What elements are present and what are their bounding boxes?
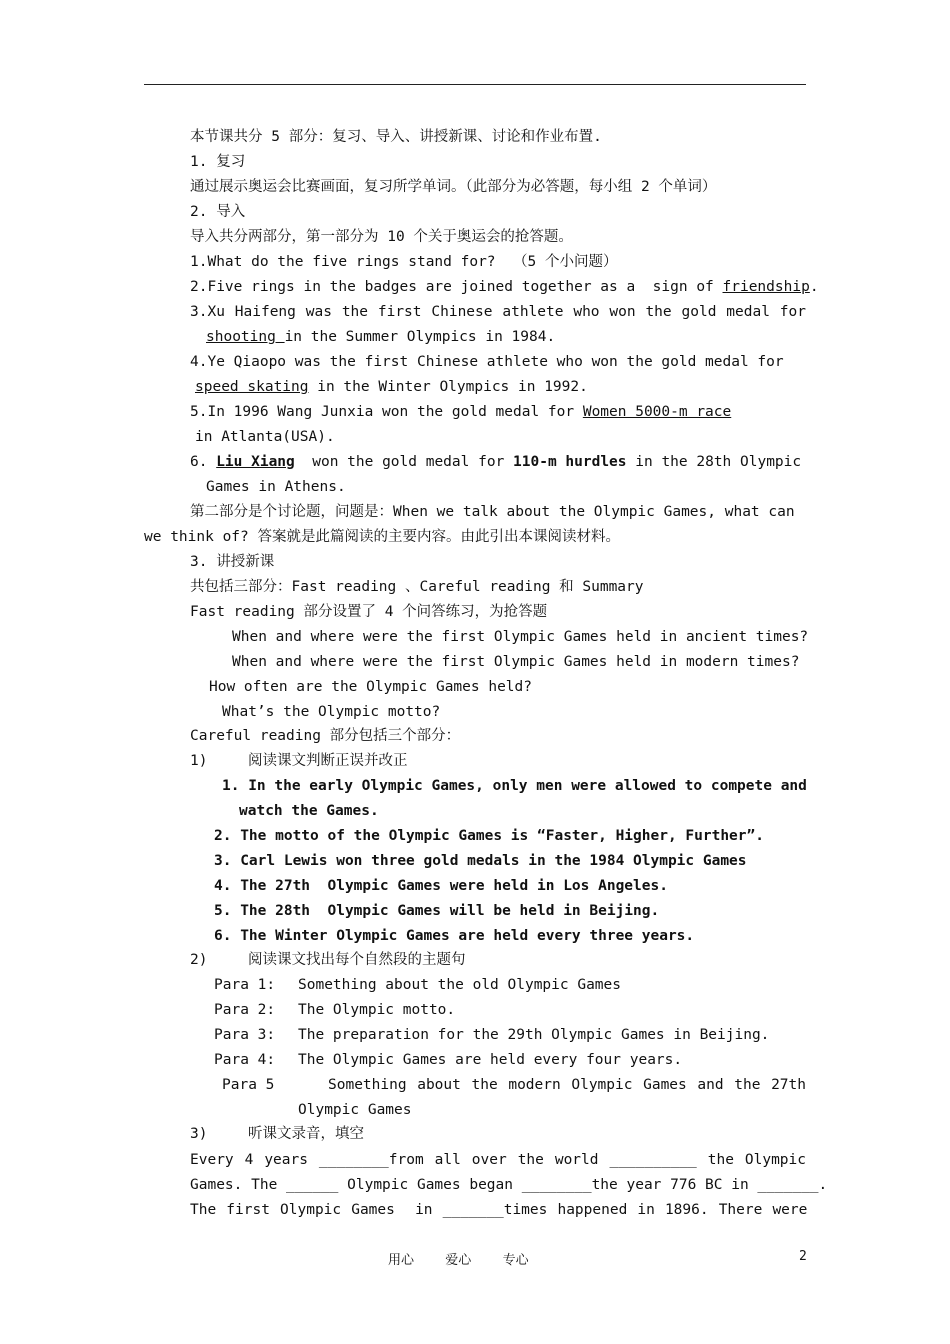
quiz-answer-6: Liu Xiang xyxy=(216,454,295,470)
sub-1-title: 阅读课文判断正误并改正 xyxy=(248,753,408,769)
tf-item-6: 6. The Winter Olympic Games are held every three years. xyxy=(214,928,695,944)
new-lesson-parts: 共包括三部分：Fast reading 、Careful reading 和 Summary xyxy=(190,579,644,595)
discussion-line-1: 第二部分是个讨论题，问题是：When we talk about the Olympic Games, what can xyxy=(190,504,795,520)
tf-item-4: 4. The 27th Olympic Games were held in Los Angeles. xyxy=(214,878,668,894)
quiz-question-3-rest: in the Summer Olympics in 1984. xyxy=(284,329,556,345)
overview-line: 本节课共分 5 部分：复习、导入、讲授新课、讨论和作业布置. xyxy=(190,129,602,145)
tf-item-2: 2. The motto of the Olympic Games is “Faster, Higher, Further”. xyxy=(214,828,764,844)
para-2-text: The Olympic motto. xyxy=(298,1002,456,1018)
quiz-question-3 xyxy=(190,302,806,322)
para-5-text xyxy=(328,1075,806,1095)
quiz-question-4-rest: in the Winter Olympics in 1992. xyxy=(308,379,588,395)
fast-question-3: How often are the Olympic Games held? xyxy=(209,679,533,695)
discussion-line-2: we think of? 答案就是此篇阅读的主要内容。由此引出本课阅读材料。 xyxy=(144,529,620,545)
sub-1-number: 1) xyxy=(190,753,208,769)
para-5-label: Para 5 xyxy=(222,1077,275,1093)
quiz-question-4-cont xyxy=(195,377,588,397)
para-3-label: Para 3: xyxy=(214,1027,276,1043)
para-1-label: Para 1: xyxy=(214,977,276,993)
tf-item-1-cont: watch the Games. xyxy=(239,803,379,819)
sub-2-title: 阅读课文找出每个自然段的主题句 xyxy=(248,952,466,968)
fast-question-1: When and where were the first Olympic Games held in ancient times? xyxy=(232,629,809,645)
section-review-text: 通过展示奥运会比赛画面，复习所学单词。（此部分为必答题，每小组 2 个单词） xyxy=(190,179,717,195)
footer-motto: 用心 爱心 专心 xyxy=(388,1253,529,1268)
fill-blank-line-2 xyxy=(190,1175,828,1195)
fill-blank-text-1: Every 4 years ________from all over the world __________ the Olympic xyxy=(190,1152,806,1168)
para-5-text-cont: Olympic Games xyxy=(298,1102,412,1118)
tf-item-5: 5. The 28th Olympic Games will be held in Beijing. xyxy=(214,903,660,919)
quiz-answer-2: friendship xyxy=(722,279,810,295)
fast-reading-intro: Fast reading 部分设置了 4 个问答练习，为抢答题 xyxy=(190,604,548,620)
para-4-text: The Olympic Games are held every four years. xyxy=(298,1052,683,1068)
sub-2-number: 2) xyxy=(190,952,208,968)
page-number: 2 xyxy=(799,1249,807,1264)
quiz-question-6-num: 6. xyxy=(190,454,217,470)
quiz-question-3-cont xyxy=(206,327,555,347)
quiz-question-6-end: in the 28th Olympic xyxy=(626,454,802,470)
section-lead-in-text: 导入共分两部分，第一部分为 10 个关于奥运会的抢答题。 xyxy=(190,229,573,245)
careful-reading-intro: Careful reading 部分包括三个部分： xyxy=(190,728,461,744)
quiz-question-1: 1.What do the five rings stand for? （5 个小问题） xyxy=(190,254,618,270)
quiz-question-3-text: 3.Xu Haifeng was the first Chinese athlete who won the gold medal for xyxy=(190,304,806,320)
section-lead-in-title: 2. 导入 xyxy=(190,204,246,220)
fast-question-2: When and where were the first Olympic Games held in modern times? xyxy=(232,654,800,670)
tf-item-3: 3. Carl Lewis won three gold medals in the 1984 Olympic Games xyxy=(214,853,747,869)
fill-blank-line-1 xyxy=(190,1150,806,1170)
fill-blank-text-2: Games. The ______ Olympic Games began ________the year 776 BC in _______. xyxy=(190,1177,828,1193)
para-4-label: Para 4: xyxy=(214,1052,276,1068)
quiz-answer-3: shooting xyxy=(206,329,285,345)
quiz-event-6: 110-m hurdles xyxy=(513,454,627,470)
quiz-question-2-end: . xyxy=(809,279,819,295)
quiz-answer-5: Women 5000-m race xyxy=(582,404,732,420)
para-2-label: Para 2: xyxy=(214,1002,276,1018)
quiz-question-6-cont: Games in Athens. xyxy=(206,479,346,495)
fill-blank-line-3 xyxy=(190,1200,806,1220)
para-1-text: Something about the old Olympic Games xyxy=(298,977,622,993)
quiz-question-4: 4.Ye Qiaopo was the first Chinese athlete who won the gold medal for xyxy=(190,354,784,370)
header-rule xyxy=(144,84,806,85)
quiz-question-5 xyxy=(190,402,731,422)
quiz-question-6-mid: won the gold medal for xyxy=(294,454,514,470)
quiz-question-5-text: 5.In 1996 Wang Junxia won the gold medal for xyxy=(190,404,583,420)
fast-question-4: What’s the Olympic motto? xyxy=(222,704,441,720)
tf-item-1: 1. In the early Olympic Games, only men were allowed to compete and xyxy=(222,778,807,794)
para-3-text: The preparation for the 29th Olympic Games in Beijing. xyxy=(298,1027,770,1043)
para-5-text-line: Something about the modern Olympic Games and the 27th xyxy=(328,1077,806,1093)
sub-3-title: 听课文录音，填空 xyxy=(248,1126,364,1142)
section-review-title: 1. 复习 xyxy=(190,154,246,170)
quiz-question-5-cont: in Atlanta(USA). xyxy=(195,429,335,445)
quiz-question-2-text: 2.Five rings in the badges are joined together as a sign of xyxy=(190,279,723,295)
quiz-question-6 xyxy=(190,452,801,472)
quiz-question-2 xyxy=(190,277,819,297)
sub-3-number: 3) xyxy=(190,1126,208,1142)
quiz-answer-4: speed skating xyxy=(195,379,309,395)
fill-blank-text-3: The first Olympic Games in _______times happened in 1896. There were xyxy=(190,1202,808,1218)
section-new-lesson-title: 3. 讲授新课 xyxy=(190,554,275,570)
